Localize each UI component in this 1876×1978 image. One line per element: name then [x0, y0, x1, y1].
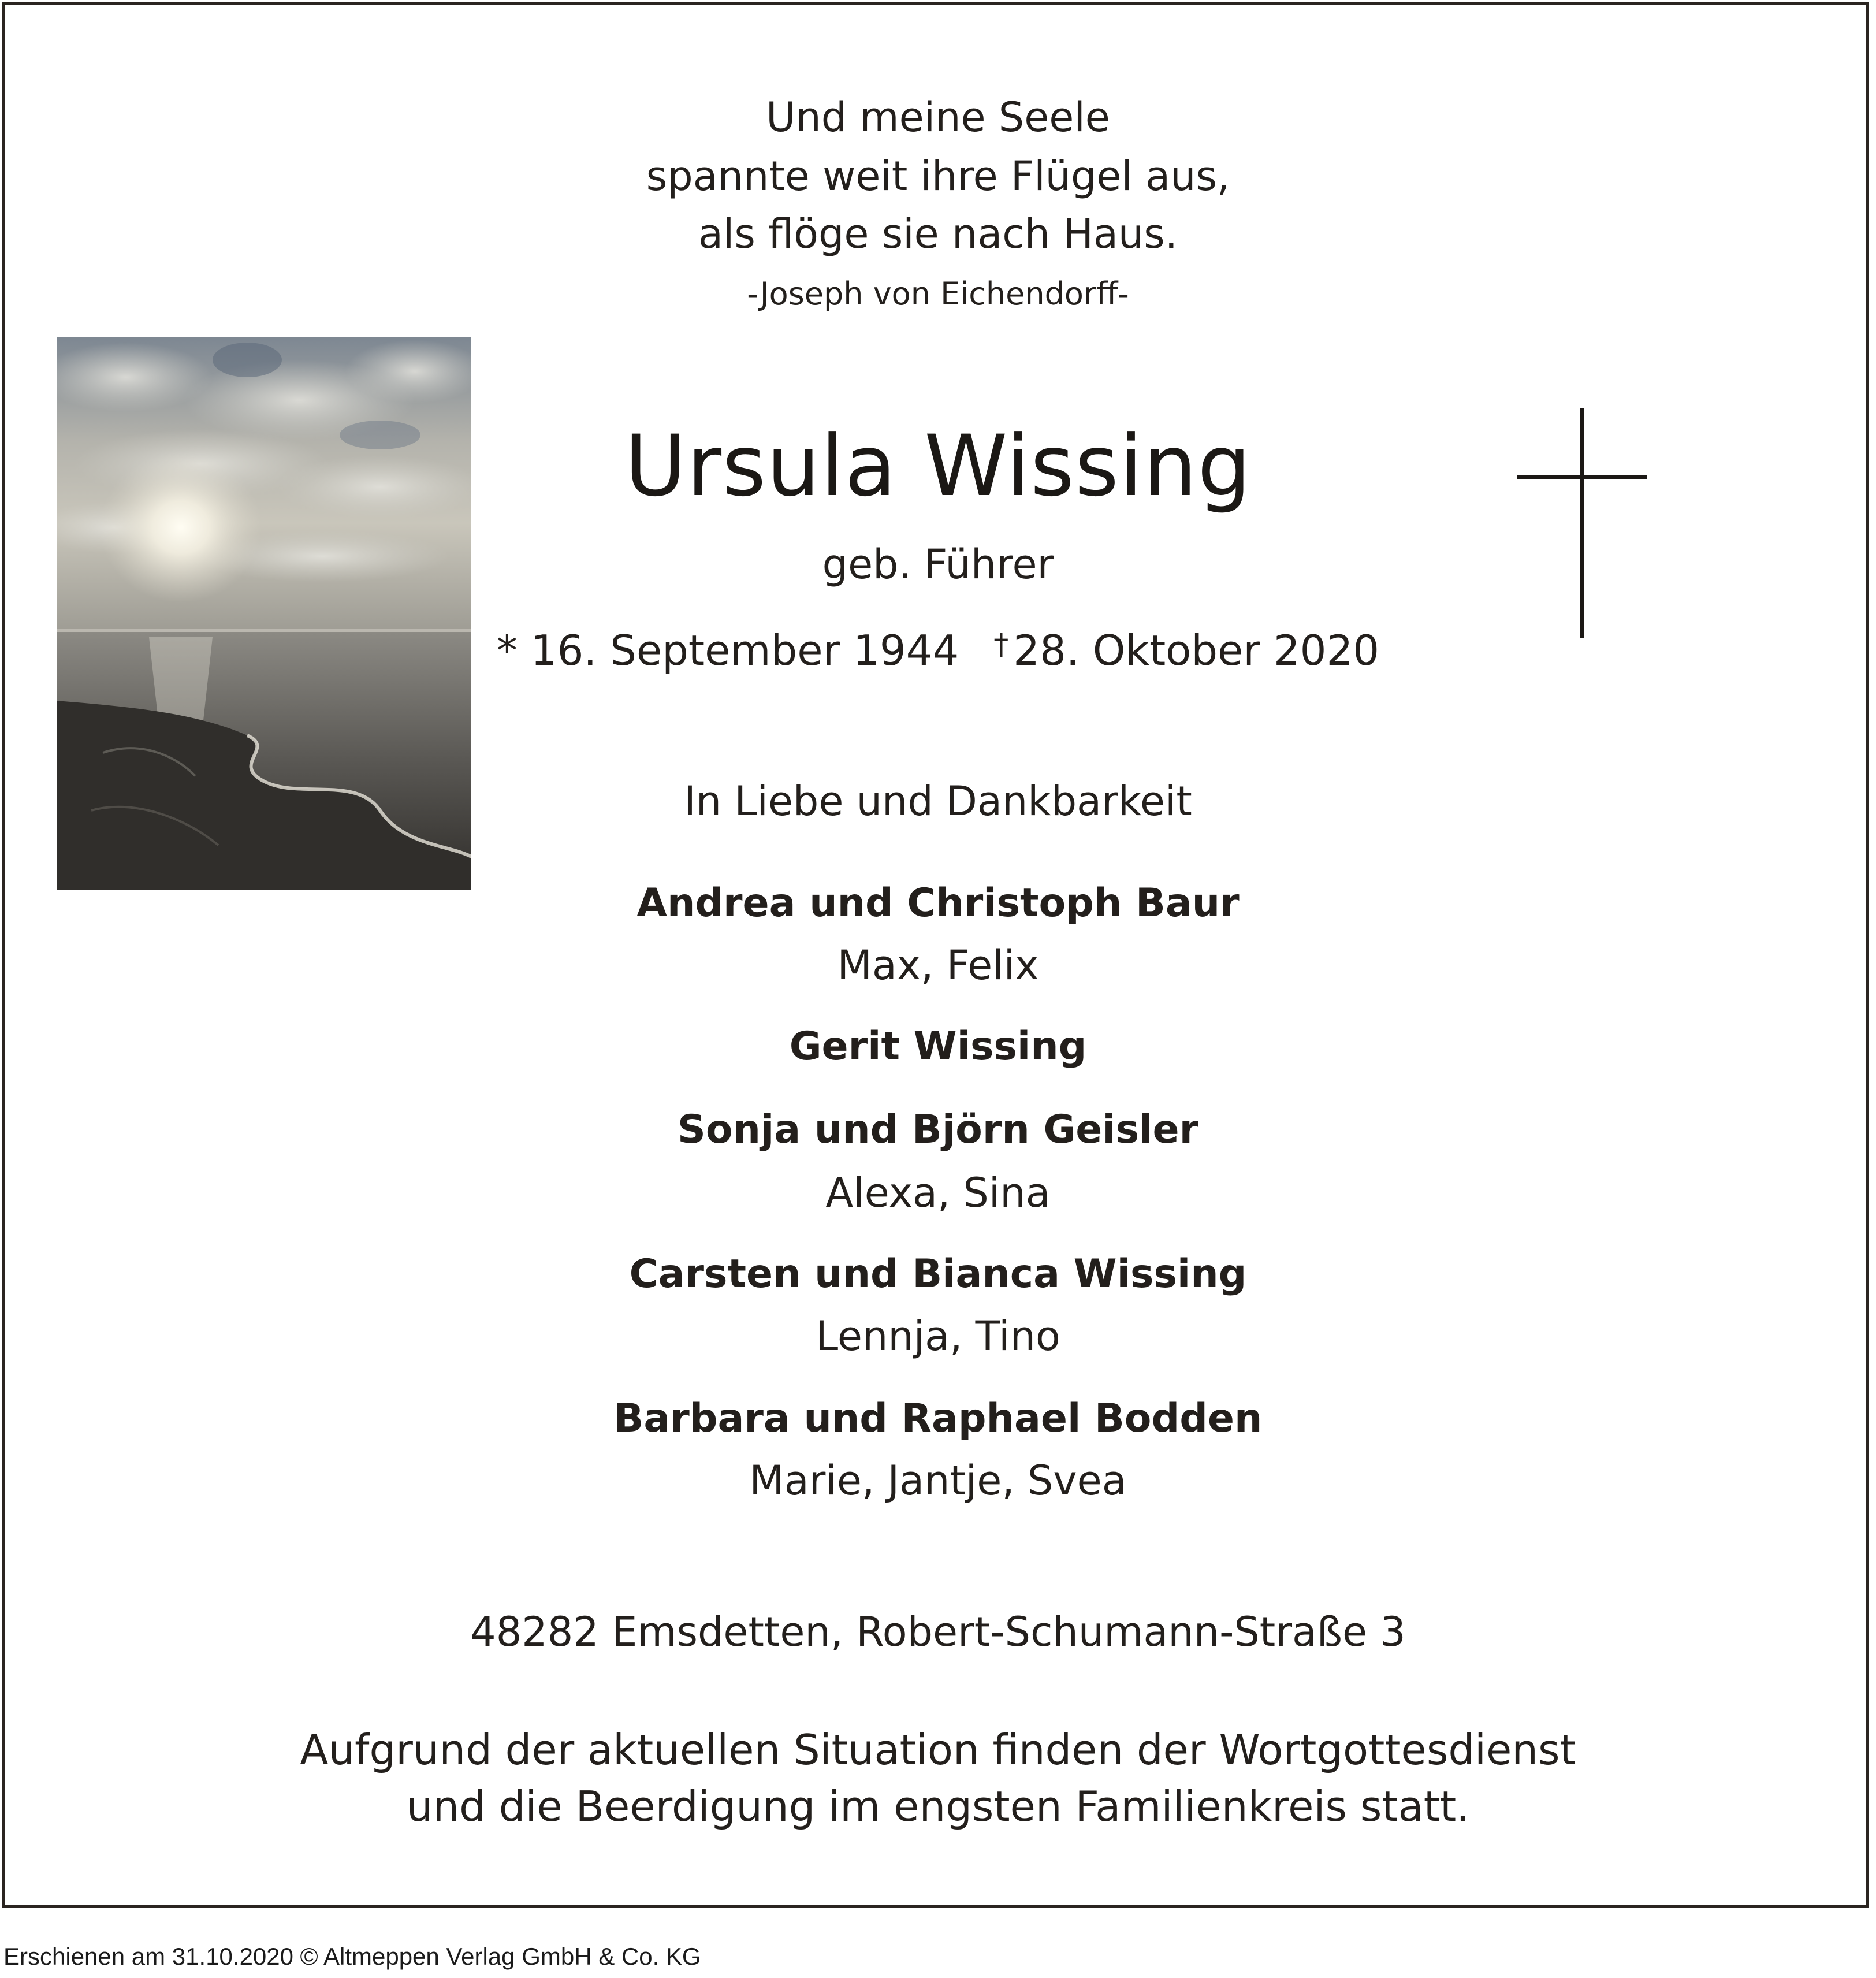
maiden-name: geb. Führer: [822, 541, 1054, 588]
mourner-children: Alexa, Sina: [825, 1169, 1051, 1217]
mourner-children: Max, Felix: [837, 942, 1039, 989]
poem-line: als flöge sie nach Haus.: [698, 210, 1178, 258]
address: 48282 Emsdetten, Robert-Schumann-Straße 3: [470, 1608, 1406, 1656]
cross-vertical-bar: [1580, 408, 1584, 638]
birth-date: * 16. September 1944: [496, 626, 959, 675]
notice-line: und die Beerdigung im engsten Familienkreis statt.: [406, 1782, 1470, 1831]
cross-icon: [1517, 408, 1647, 638]
cross-horizontal-bar: [1517, 475, 1647, 479]
life-dates: [0, 626, 1876, 675]
deceased-name: Ursula Wissing: [624, 417, 1252, 515]
mourner-names: Andrea und Christoph Baur: [636, 880, 1240, 926]
mourner-children: Lennja, Tino: [816, 1313, 1060, 1360]
death-date: 28. Oktober 2020: [1013, 626, 1380, 675]
poem-line: spannte weit ihre Flügel aus,: [646, 153, 1230, 200]
notice-line: Aufgrund der aktuellen Situation finden der Wortgottesdienst: [300, 1726, 1576, 1774]
mourner-names: Barbara und Raphael Bodden: [613, 1396, 1263, 1441]
mourner-names: Gerit Wissing: [789, 1024, 1087, 1069]
closing-phrase: In Liebe und Dankbarkeit: [684, 778, 1192, 825]
mourner-names: Sonja und Björn Geisler: [677, 1107, 1199, 1152]
mourner-children: Marie, Jantje, Svea: [749, 1457, 1127, 1504]
mourner-names: Carsten und Bianca Wissing: [629, 1251, 1247, 1297]
poem-line: Und meine Seele: [766, 94, 1110, 141]
dagger-icon: †: [993, 627, 1009, 662]
poem-author: -Joseph von Eichendorff-: [747, 276, 1129, 312]
publication-footer: Erschienen am 31.10.2020 © Altmeppen Verlag GmbH & Co. KG: [3, 1943, 701, 1970]
